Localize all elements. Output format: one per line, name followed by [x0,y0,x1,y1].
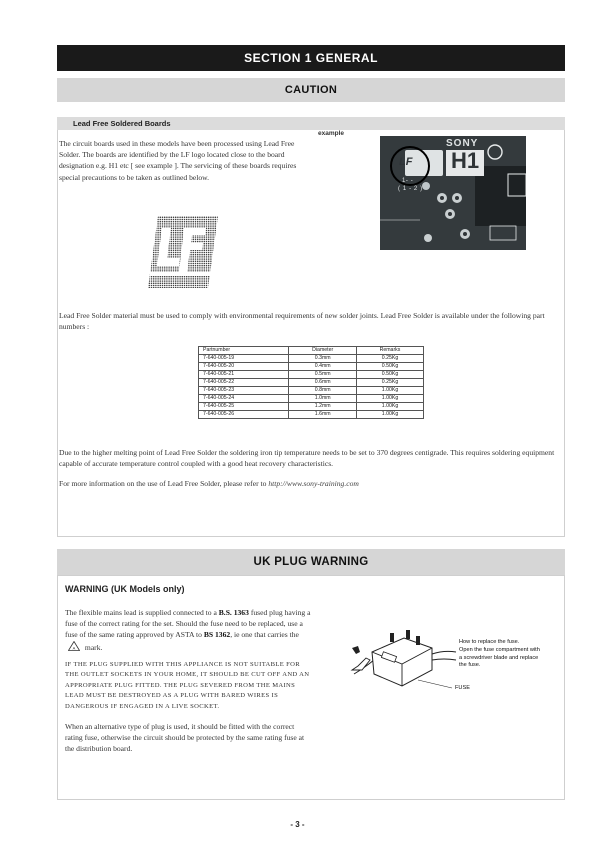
bs1362-label: BS 1362 [203,630,231,640]
remarks-cell: 0.50Kg [357,363,424,371]
board-example-photo [380,136,526,250]
part-number-table [198,346,424,419]
temperature-note: Due to the higher melting point of Lead Free Solder the soldering iron tip temperature needs to be set to 370 degrees centigrade. This requires soldering equipment capable of accurate temperature control coupled with a good heat recovery characteristics. [59,448,555,469]
table-row [199,379,424,387]
uk-warning-heading: WARNING (UK Models only) [65,584,185,594]
uk-fuse-text-c: fused plug having a fuse of the correct rating for the set. Should the fuse need to be replaced, use a fuse of the same rating approved by ASTA to [65,608,311,640]
part-number-cell: 7-640-005-22 [199,379,289,387]
diameter-cell: 0.8mm [289,387,357,395]
table-row [199,355,424,363]
remarks-cell: 0.25Kg [357,379,424,387]
caption-line: Open the fuse compartment with [459,646,540,653]
asta-mark-icon [68,641,80,651]
plug-fuse-illustration [348,624,458,692]
caption-line: the fuse. [459,662,481,669]
diameter-cell: 0.5mm [289,371,357,379]
remarks-cell: 1.00Kg [357,387,424,395]
page-number: - 3 - [290,820,305,829]
diameter-cell: 1.6mm [289,411,357,419]
board-code-line2: ( 1 - 2 ) [398,186,423,192]
part-number-cell: 7-640-005-24 [199,395,289,403]
lead-free-heading: Lead Free Soldered Boards [57,117,565,130]
uk-plug-title: UK PLUG WARNING [57,549,565,575]
caution-heading: CAUTION [57,78,565,102]
remarks-cell: 1.00Kg [357,403,424,411]
section-title: SECTION 1 GENERAL [57,45,565,71]
table-row [199,403,424,411]
fuse-label: FUSE [455,685,470,691]
lead-free-intro: The circuit boards used in these models have been processed using Lead Free Solder. The boards are identified by the LF logo located close to the board designation e.g. H1 etc [ see example ]. The servicing of these boards requires special precautions to be taken as outlined below. [59,139,297,182]
lead-free-requirements: Lead Free Solder material must be used to comply with environmental requirements of new solder joints. Lead Free Solder is available under the following part numbers : [59,311,545,332]
example-label: example [318,130,345,137]
lf-logo-icon: LF [399,156,413,168]
bs1363-label: B.S. 1363 [218,608,249,617]
board-name: H1 [451,148,480,173]
uk-fuse-paragraph [65,607,311,653]
part-number-cell: 7-640-005-19 [199,355,289,363]
remarks-cell: 0.50Kg [357,371,424,379]
uk-plug-caps-warning: IF THE PLUG SUPPLIED WITH THIS APPLIANCE IS NOT SUITABLE FOR THE OUTLET SOCKETS IN YOUR HOME, IT SHOULD BE CUT OFF AND AN APPROPRIATE PLUG FITTED. THE PLUG SEVERED FROM THE MAINS LEAD MUST BE DESTROYED AS A PLUG WITH BARED WIRES IS DANGEROUS IF ENGAGED IN A LIVE SOCKET. [65,661,310,710]
lf-logo-large-icon [146,214,220,290]
part-number-cell: 7-640-005-21 [199,371,289,379]
uk-fuse-text-e: , ie one that carries the [230,630,299,640]
table-header-row [199,347,424,355]
more-info-text: For more information on the use of Lead Free Solder, please refer to [59,479,267,488]
remarks-cell: 1.00Kg [357,395,424,403]
part-number-cell: 7-640-005-23 [199,387,289,395]
table-header-cell: Remarks [357,347,424,355]
board-code-line1: 1- - [402,178,414,184]
board-brand: SONY [446,138,479,149]
diameter-cell: 0.6mm [289,379,357,387]
caption-line: How to replace the fuse. [459,639,520,645]
diameter-cell: 1.0mm [289,395,357,403]
uk-fuse-text-a: The flexible mains lead is supplied connected to a [65,608,217,617]
caption-line: a screwdriver blade and replace [459,654,539,661]
part-number-cell: 7-640-005-25 [199,403,289,411]
remarks-cell: 1.00Kg [357,411,424,419]
fuse-replacement-caption [459,639,563,670]
table-header-cell: Diameter [289,347,357,355]
diameter-cell: 0.3mm [289,355,357,363]
svg-text:A: A [72,644,76,650]
uk-alternative-plug-paragraph: When an alternative type of plug is used, it should be fitted with the correct rating fuse, otherwise the circuit should be protected by the same rating fuse at the distribution board. [65,722,305,754]
table-row [199,395,424,403]
table-row [199,411,424,419]
table-header-cell: Partnumber [199,347,289,355]
diameter-cell: 1.2mm [289,403,357,411]
part-number-cell: 7-640-005-26 [199,411,289,419]
table-row [199,363,424,371]
sony-training-link[interactable]: http://www.sony-training.com [268,479,359,488]
table-row [199,371,424,379]
diameter-cell: 0.4mm [289,363,357,371]
more-info-line [59,478,562,489]
part-number-cell: 7-640-005-20 [199,363,289,371]
table-row [199,387,424,395]
uk-fuse-text-f: mark. [84,642,103,652]
remarks-cell: 0.25Kg [357,355,424,363]
